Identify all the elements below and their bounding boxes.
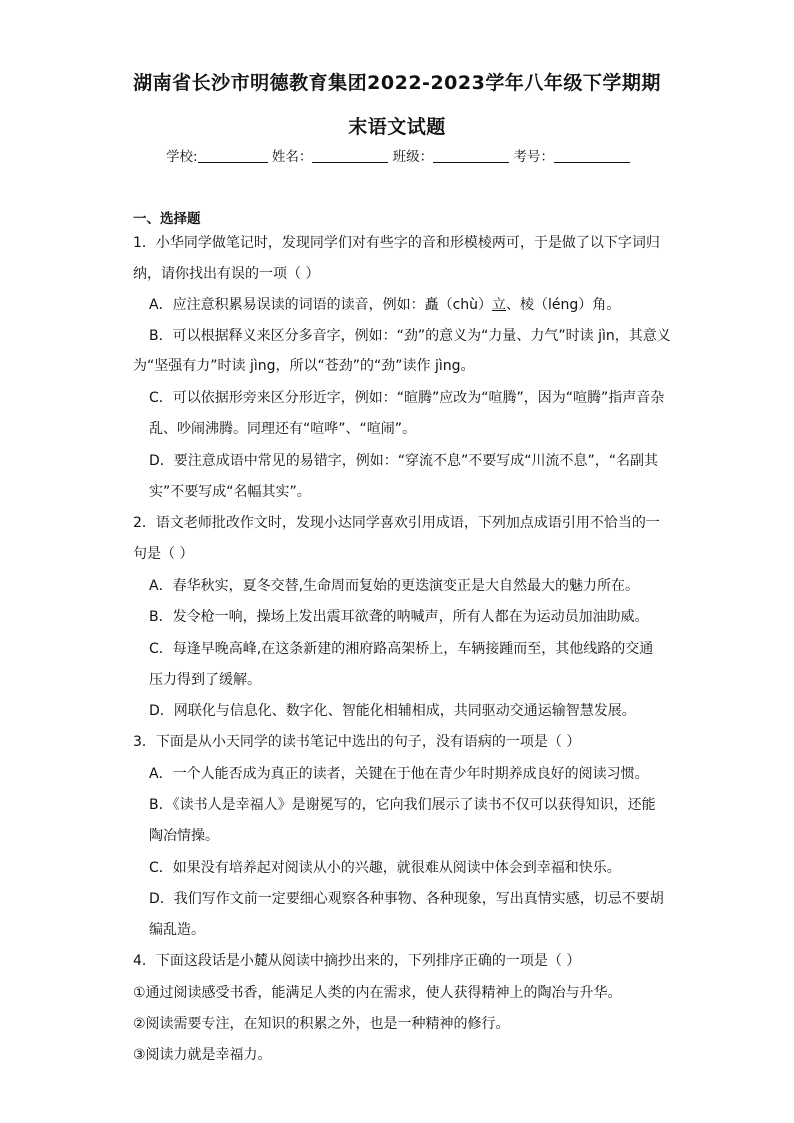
q2-option-c-line2: 压力得到了缓解。 <box>149 672 261 688</box>
q1-stem-line2: 纳，请你找出有误的一项（ ） <box>133 266 320 282</box>
q1-option-a <box>149 296 620 314</box>
q1-stem-line1: 1．小华同学做笔记时，发现同学们对有些字的音和形模棱两可，于是做了以下字词归 <box>133 235 660 251</box>
q1-option-c-line2: 乱、吵闹沸腾。同理还有“喧哗”、“喧闹”。 <box>149 421 417 437</box>
q1-option-a-text: A．应注意积累易误读的词语的读音，例如：矗（chù） <box>149 297 493 313</box>
school-field[interactable] <box>198 148 268 163</box>
q1-option-a-underlined: 立 <box>492 297 507 313</box>
q4-sentence-3: ③阅读力就是幸福力。 <box>133 1047 272 1063</box>
name-label: 姓名： <box>271 149 313 165</box>
q1-option-c-line1: C．可以依据形旁来区分形近字，例如：“暄腾”应改为“喧腾”，因为“喧腾”指声音杂 <box>149 390 665 406</box>
exam-number-field[interactable] <box>554 148 630 163</box>
class-field[interactable] <box>433 148 509 163</box>
q1-option-d-line2: 实”不要写成“名幅其实”。 <box>149 484 311 500</box>
name-field[interactable] <box>312 148 388 163</box>
exam-title-line2: 末语文试题 <box>348 116 446 138</box>
q2-option-b: B．发令枪一响，操场上发出震耳欲聋的呐喊声，所有人都在为运动员加油助威。 <box>149 609 649 625</box>
q3-option-b-line2: 陶冶情操。 <box>149 828 219 844</box>
q3-option-d-line1: D．我们写作文前一定要细心观察各种事物、各种现象，写出真情实感，切忌不要胡 <box>149 891 664 907</box>
q1-option-b-line2: 为“坚强有力”时读 jìng，所以“苍劲”的“劲”读作 jìng。 <box>133 358 475 374</box>
school-label: 学校: <box>166 149 198 165</box>
q2-option-d: D．网联化与信息化、数字化、智能化相辅相成，共同驱动交通运输智慧发展。 <box>149 703 636 719</box>
q1-option-b-line1: B．可以根据释义来区分多音字，例如：“劲”的意义为“力量、力气”时读 jìn，其意义 <box>149 328 671 344</box>
q4-sentence-1: ①通过阅读感受书香，能满足人类的内在需求，使人获得精神上的陶冶与升华。 <box>133 985 622 1001</box>
class-label: 班级： <box>392 149 434 165</box>
q3-option-c: C．如果没有培养起对阅读从小的兴趣，就很难从阅读中体会到幸福和快乐。 <box>149 860 621 876</box>
q4-stem: 4．下面这段话是小麓从阅读中摘抄出来的，下列排序正确的一项是（ ） <box>133 953 581 969</box>
exam-title-line1: 湖南省长沙市明德教育集团2022-2023学年八年级下学期期 <box>133 72 661 94</box>
section-heading: 一、选择题 <box>133 211 201 227</box>
q2-stem-line2: 句是（ ） <box>133 546 194 562</box>
q3-option-a: A．一个人能否成为真正的读者，关键在于他在青少年时期养成良好的阅读习惯。 <box>149 766 649 782</box>
q2-stem-line1: 2．语文老师批改作文时，发现小达同学喜欢引用成语，下列加点成语引用不恰当的一 <box>133 515 660 531</box>
q4-sentence-2: ②阅读需要专注，在知识的积累之外，也是一种精神的修行。 <box>133 1016 510 1032</box>
q2-option-c-line1: C．每逢早晚高峰,在这条新建的湘府路高架桥上，车辆接踵而至，其他线路的交通 <box>149 641 654 657</box>
q3-option-d-line2: 编乱造。 <box>149 922 205 938</box>
exam-number-label: 考号： <box>513 149 554 165</box>
q3-option-b-line1: B．《读书人是幸福人》是谢冕写的，它向我们展示了读书不仅可以获得知识，还能 <box>149 797 656 813</box>
q3-stem: 3．下面是从小天同学的读书笔记中选出的句子，没有语病的一项是（ ） <box>133 734 581 750</box>
student-info-row <box>166 145 630 165</box>
q1-option-a-tail: 、棱（léng）角。 <box>506 297 621 313</box>
q1-option-d-line1: D．要注意成语中常见的易错字，例如：“穿流不息”不要写成“川流不息”，“名副其 <box>149 453 659 469</box>
q2-option-a: A．春华秋实，夏冬交替,生命周而复始的更迭演变正是大自然最大的魅力所在。 <box>149 578 640 594</box>
